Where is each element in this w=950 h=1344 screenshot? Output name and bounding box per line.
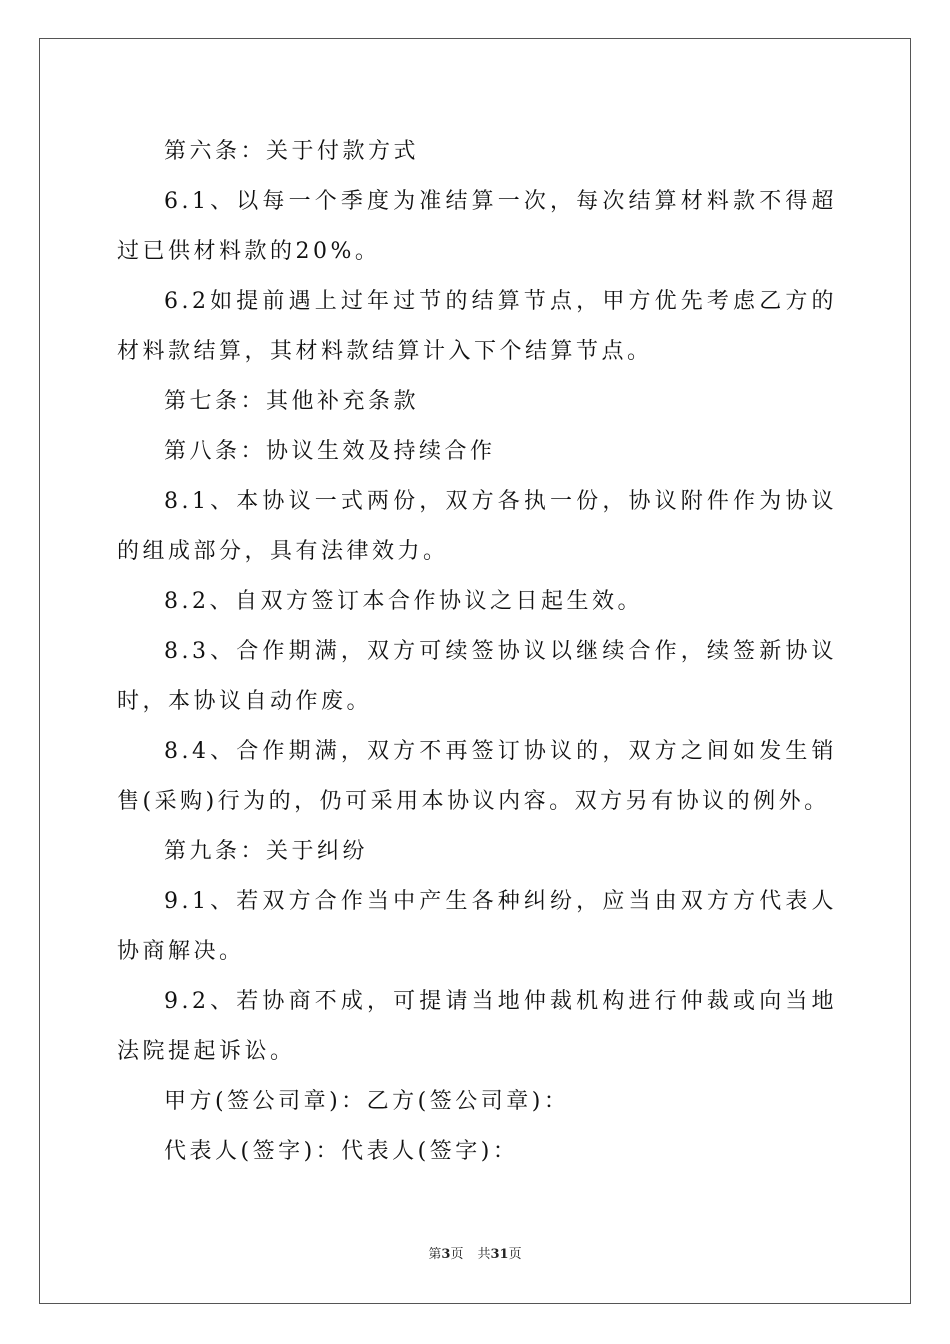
page-footer bbox=[0, 1246, 950, 1264]
clause-8-1: 8.1、本协议一式两份，双方各执一份，协议附件作为协议的组成部分，具有法律效力。 bbox=[117, 489, 837, 564]
section-heading-7: 第七条：其他补充条款 bbox=[164, 389, 420, 414]
clause-6-1: 6.1、以每一个季度为准结算一次，每次结算材料款不得超过已供材料款的20%。 bbox=[117, 189, 837, 264]
clause-9-2: 9.2、若协商不成，可提请当地仲裁机构进行仲裁或向当地法院提起诉讼。 bbox=[117, 989, 837, 1064]
clause-6-2: 6.2如提前遇上过年过节的结算节点，甲方优先考虑乙方的材料款结算，其材料款结算计入下个结算节点。 bbox=[117, 289, 837, 364]
section-heading-6: 第六条：关于付款方式 bbox=[164, 139, 420, 164]
total-prefix: 共 bbox=[477, 1247, 491, 1262]
page-suffix: 页 bbox=[450, 1247, 464, 1262]
clause-8-3: 8.3、合作期满，双方可续签协议以继续合作，续签新协议时，本协议自动作废。 bbox=[117, 639, 837, 714]
clause-8-4: 8.4、合作期满，双方不再签订协议的，双方之间如发生销售(采购)行为的，仍可采用本协议内容。双方另有协议的例外。 bbox=[117, 739, 837, 814]
total-pages: 31 bbox=[490, 1247, 509, 1262]
page-number: 3 bbox=[441, 1247, 451, 1262]
representative-signature-line: 代表人(签字)：代表人(签字)： bbox=[164, 1139, 519, 1164]
section-heading-8: 第八条：协议生效及持续合作 bbox=[164, 439, 496, 464]
total-suffix: 页 bbox=[508, 1247, 522, 1262]
clause-8-2: 8.2、自双方签订本合作协议之日起生效。 bbox=[164, 589, 643, 614]
section-heading-9: 第九条：关于纠纷 bbox=[164, 839, 369, 864]
clause-9-1: 9.1、若双方合作当中产生各种纠纷，应当由双方方代表人协商解决。 bbox=[117, 889, 837, 964]
document-body bbox=[117, 127, 837, 1177]
page-prefix: 第 bbox=[428, 1247, 442, 1262]
party-seal-line: 甲方(签公司章)：乙方(签公司章)： bbox=[164, 1089, 570, 1114]
